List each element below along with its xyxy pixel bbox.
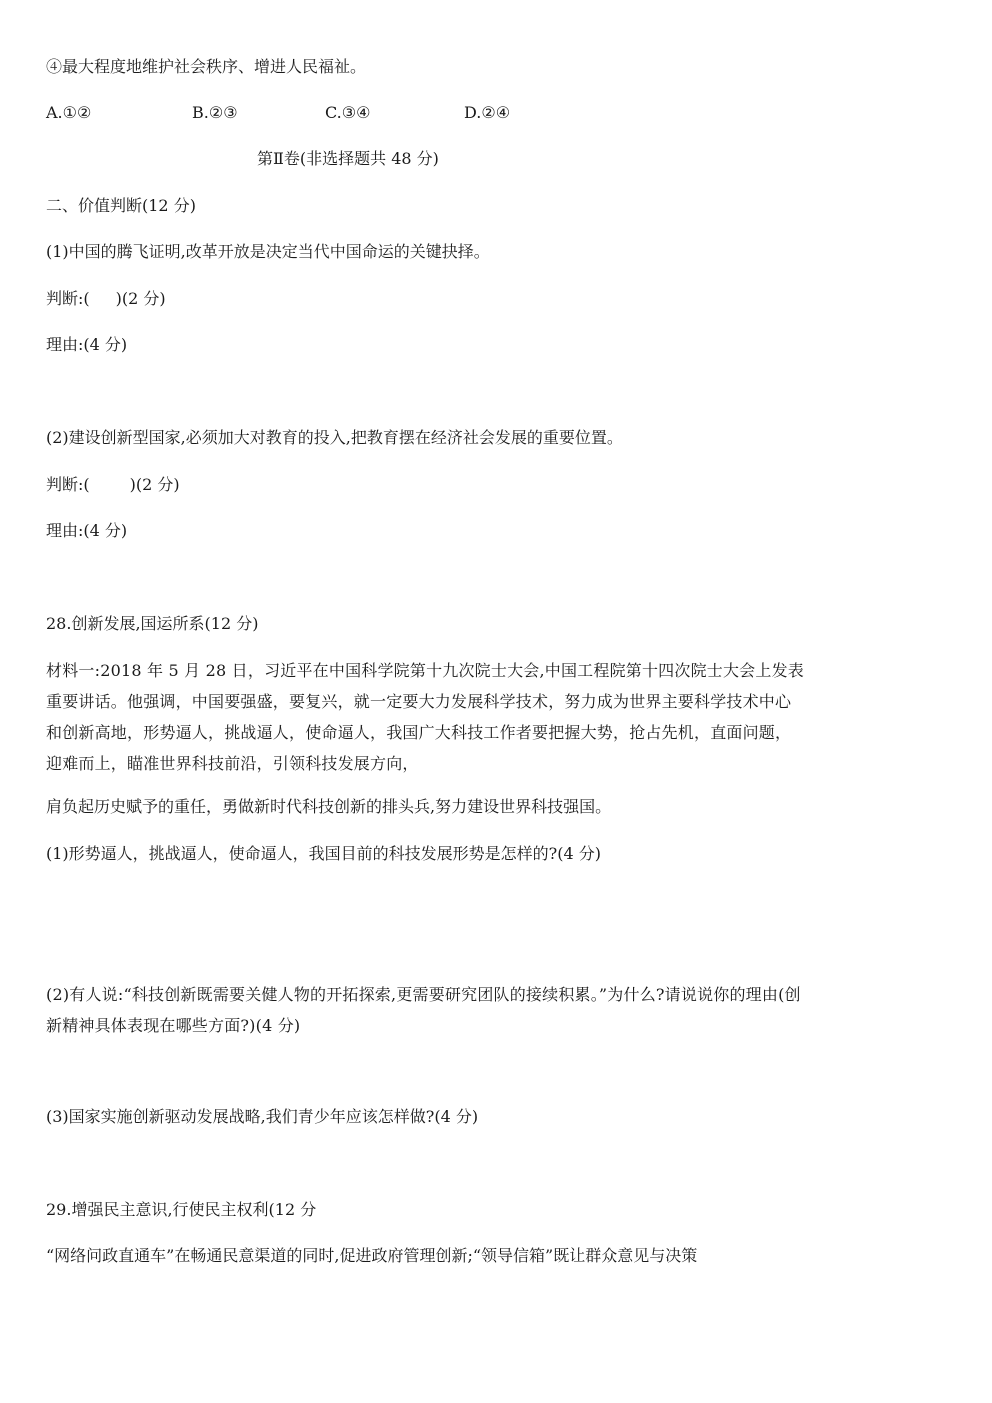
option-b: B.②③ — [192, 103, 238, 122]
reason-label-1: 理由:(4 分) — [46, 335, 128, 354]
judge-line-2 — [46, 475, 180, 495]
judge-label: 判断:( — [46, 289, 90, 308]
part-title: 二、价值判断(12 分) — [46, 196, 196, 215]
judge-suffix: )(2 分) — [129, 475, 180, 494]
option-a: A.①② — [46, 103, 92, 122]
question-29-title: 29.增强民主意识,行使民主权利(12 分 — [46, 1200, 317, 1219]
judge-label: 判断:( — [46, 475, 90, 494]
option-d: D.②④ — [464, 103, 511, 122]
judge-suffix: )(2 分) — [115, 289, 166, 308]
judge-question-1: (1)中国的腾飞证明,改革开放是决定当代中国命运的关键抉择。 — [46, 242, 490, 261]
question-29-text: “网络问政直通车”在畅通民意渠道的同时,促进政府管理创新;“领导信箱”既让群众意见与决策 — [46, 1246, 698, 1265]
question-28-title: 28.创新发展,国运所系(12 分) — [46, 614, 259, 633]
option-c: C.③④ — [325, 103, 371, 122]
judge-line-1 — [46, 289, 166, 309]
question-option-item-4: ④最大程度地维护社会秩序、增进人民福祉。 — [46, 57, 367, 76]
sub-question-2: (2)有人说:“科技创新既需要关健人物的开拓探索,更需要研究团队的接续积累。”为什么?请说说你的理由(创新精神具体表现在哪些方面?)(4 分) — [46, 985, 801, 1035]
section-title: 第Ⅱ卷(非选择题共 48 分) — [257, 149, 439, 168]
reason-label-2: 理由:(4 分) — [46, 521, 128, 540]
judge-question-2: (2)建设创新型国家,必须加大对教育的投入,把教育摆在经济社会发展的重要位置。 — [46, 428, 623, 447]
sub-question-1: (1)形势逼人，挑战逼人，使命逼人，我国目前的科技发展形势是怎样的?(4 分) — [46, 844, 601, 863]
sub-question-3: (3)国家实施创新驱动发展战略,我们青少年应该怎样做?(4 分) — [46, 1107, 479, 1126]
material-paragraph-continued: 肩负起历史赋予的重任，勇做新时代科技创新的排头兵,努力建设世界科技强国。 — [46, 797, 612, 816]
material-paragraph: 材料一:2018 年 5 月 28 日，习近平在中国科学院第十九次院士大会,中国工程院第十四次院士大会上发表重要讲话。他强调，中国要强盛，要复兴，就一定要大力发展科学技术，努力成为世界主要科学技术中心和创新高地，形势逼人，挑战逼人，使命逼人，我国广大科技工作者要把握大势，抢占先机，直面问题，迎难而上，瞄准世界科技前沿，引领科技发展方向， — [46, 661, 804, 773]
